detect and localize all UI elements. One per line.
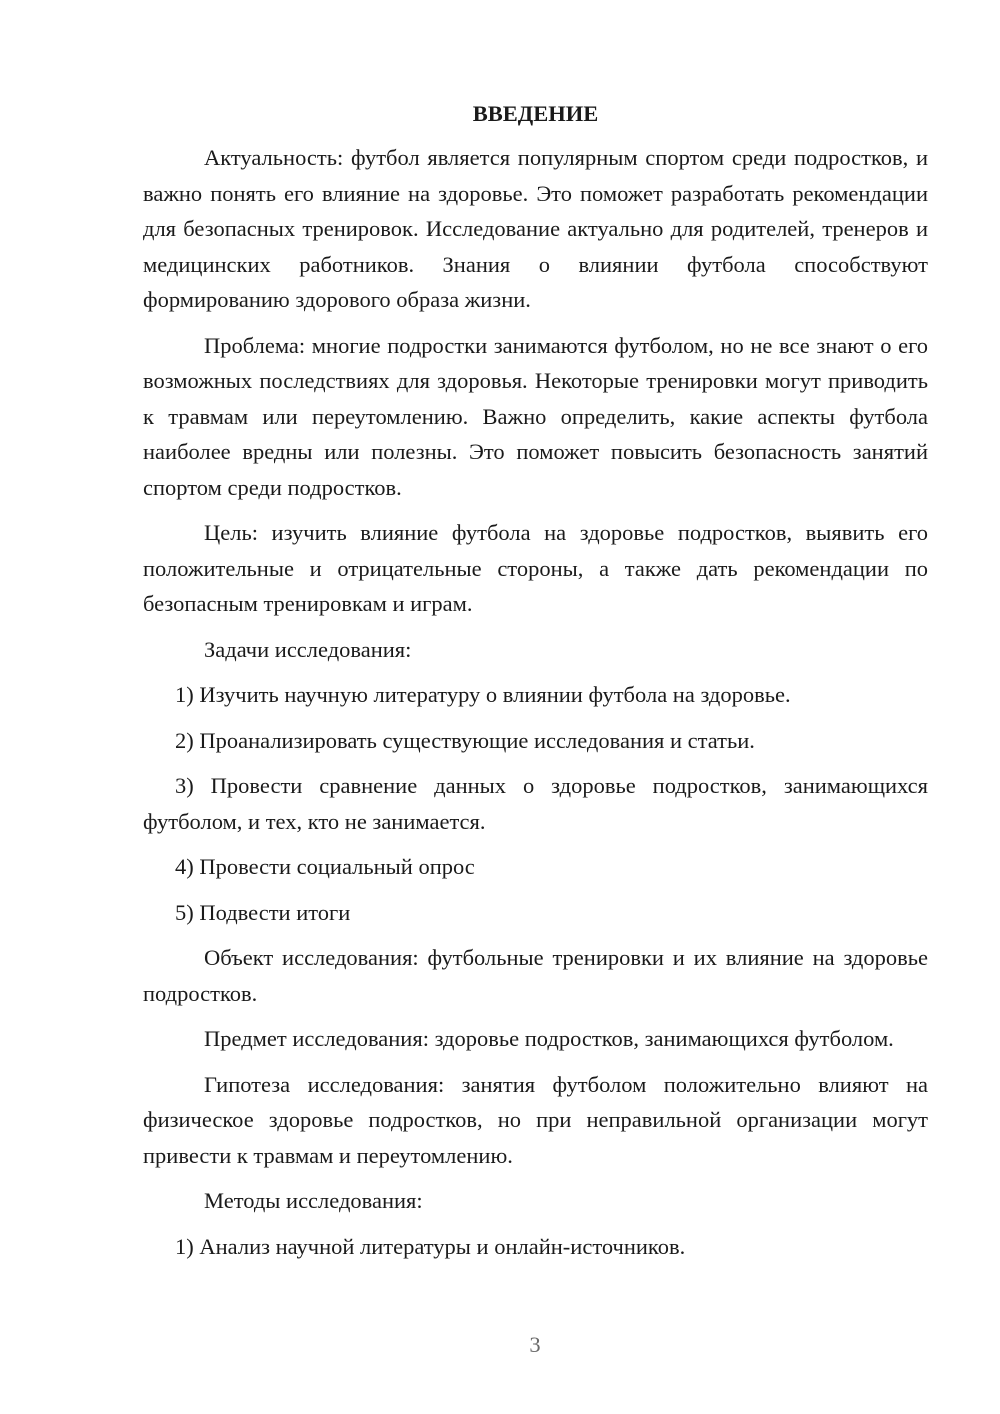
section-title: ВВЕДЕНИЕ bbox=[472, 101, 599, 126]
method-item: 1) Анализ научной литературы и онлайн-источников. bbox=[175, 1233, 686, 1259]
task-item: 1) Изучить научную литературу о влиянии футбола на здоровье. bbox=[175, 682, 791, 707]
tasks-heading: Задачи исследования: bbox=[204, 636, 412, 662]
task-item: 5) Подвести итоги bbox=[175, 899, 351, 925]
page-number: 3 bbox=[529, 1332, 541, 1357]
task-item: 2) Проанализировать существующие исследования и статьи. bbox=[175, 727, 755, 753]
hypothesis-paragraph: Гипотеза исследования: занятия футболом положительно влияют на физическое здоровье подростков, но при неправильной организации могут привести к травмам и переутомлению. bbox=[143, 1071, 928, 1168]
problem-paragraph: Проблема: многие подростки занимаются футболом, но не все знают о его возможных последствиях для здоровья. Некоторые тренировки могут приводить к травмам или переутомлению. Важно определить, какие аспекты футбола наиболее вредны или полезны. Это поможет повысить безопасность занятий спортом среди подростков. bbox=[143, 332, 928, 500]
methods-heading: Методы исследования: bbox=[204, 1188, 423, 1213]
relevance-paragraph: Актуальность: футбол является популярным спортом среди подростков, и важно понять его влияние на здоровье. Это поможет разработать рекомендации для безопасных тренировок. Исследование актуально для родителей, тренеров и медицинских работников. Знания о влиянии футбола способствуют формированию здорового образа жизни. bbox=[143, 145, 928, 312]
task-item: 4) Провести социальный опрос bbox=[175, 854, 475, 879]
object-paragraph: Объект исследования: футбольные тренировки и их влияние на здоровье подростков. bbox=[143, 945, 928, 1006]
page-content bbox=[143, 96, 928, 1274]
task-item: 3) Провести сравнение данных о здоровье подростков, занимающихся футболом, и тех, кто не занимается. bbox=[143, 773, 928, 834]
subject-paragraph: Предмет исследования: здоровье подростков, занимающихся футболом. bbox=[204, 1026, 894, 1051]
goal-paragraph: Цель: изучить влияние футбола на здоровье подростков, выявить его положительные и отрицательные стороны, а также дать рекомендации по безопасным тренировкам и играм. bbox=[143, 520, 928, 616]
